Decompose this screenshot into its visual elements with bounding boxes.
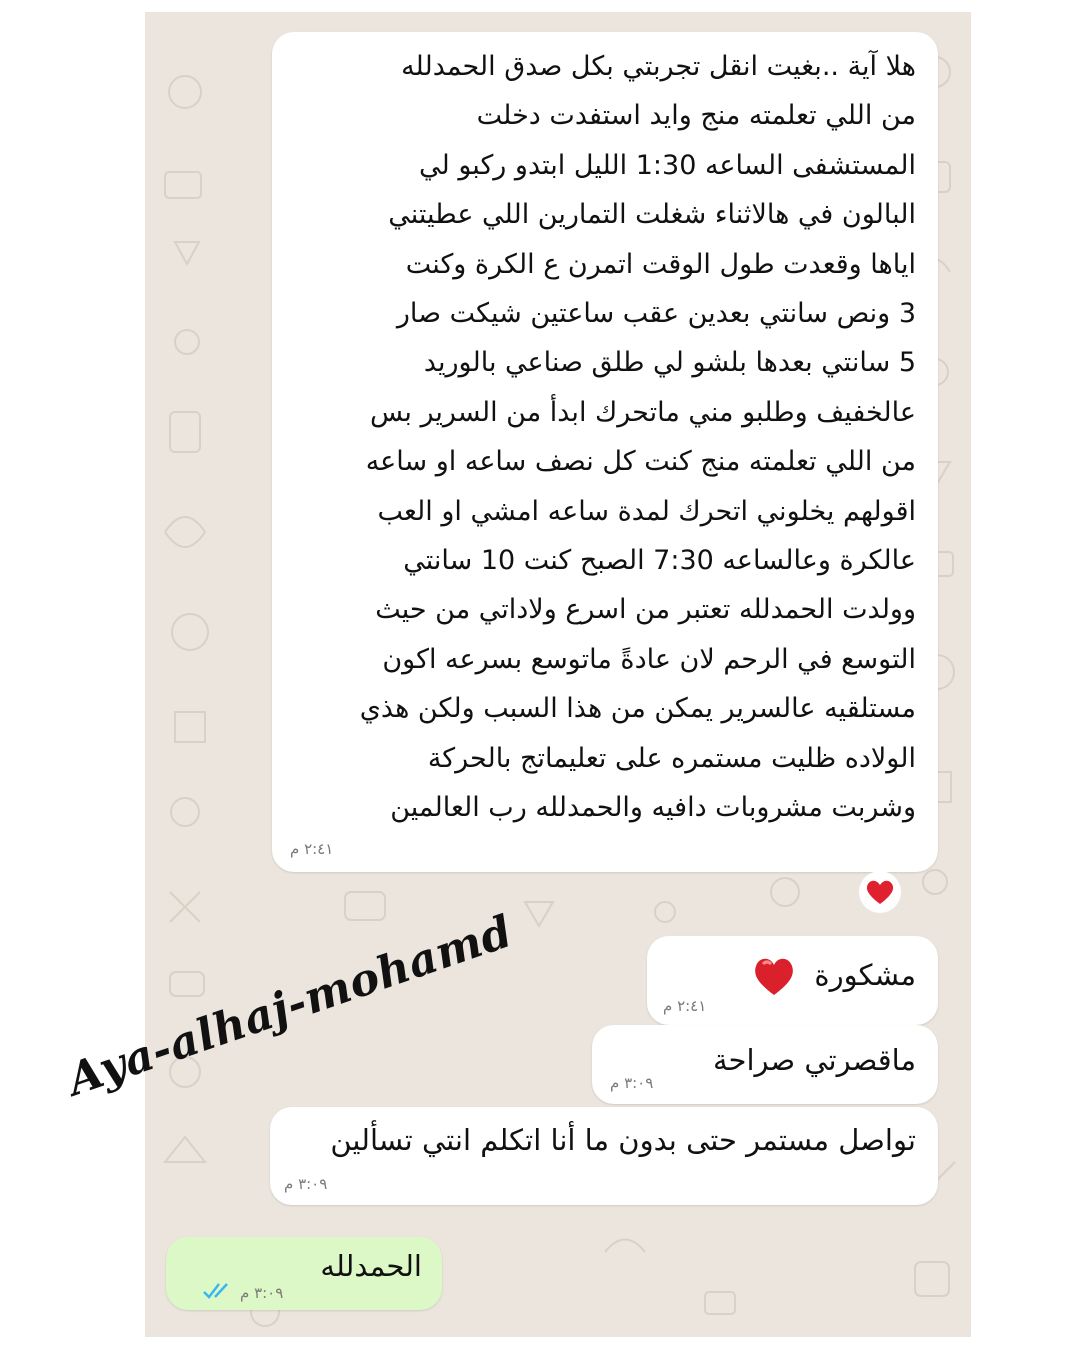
message-timestamp: ٣:٠٩ م xyxy=(240,1284,284,1302)
chat-panel[interactable] xyxy=(145,12,971,1337)
message-bubble-incoming[interactable] xyxy=(270,1107,938,1205)
message-bubble-incoming[interactable] xyxy=(592,1025,938,1104)
message-bubble-incoming[interactable] xyxy=(272,32,938,872)
watermark-text: Aya-alhaj-mohamd xyxy=(61,905,519,1106)
message-bubble-incoming[interactable] xyxy=(647,936,938,1025)
message-bubble-outgoing[interactable] xyxy=(166,1237,442,1310)
message-text: الحمدلله xyxy=(320,1249,422,1283)
message-timestamp: ٣:٠٩ م xyxy=(610,1074,654,1092)
read-receipt-ticks-icon xyxy=(202,1282,236,1300)
message-timestamp: ٣:٠٩ م xyxy=(284,1175,328,1193)
heart-emoji-icon xyxy=(750,952,798,998)
message-text: ماقصرتي صراحة xyxy=(713,1043,916,1077)
heart-reaction-icon[interactable] xyxy=(858,870,902,914)
message-text: هلا آية ..بغيت انقل تجربتي بكل صدق الحمدلله من اللي تعلمته منج وايد استفدت دخلت المستشفى الساعه 1:30 الليل ابتدو ركبو لي البالون في هالاثناء شغلت التمارين اللي عطيتني اياها وقعدت طول الوقت اتمرن ع الكرة وكنت 3 ونص سانتي بعدين عقب ساعتين شيكت صار 5 سانتي بعدها بلشو لي طلق صناعي بالوريد عالخفيف وطلبو مني ماتحرك ابدأ من السرير بس من اللي تعلمته منج كنت كل نصف ساعه او ساعه اقولهم يخلوني اتحرك لمدة ساعه امشي او العب عالكرة وعالساعه 7:30 الصبح كنت 10 سانتي وولدت الحمدلله تعتبر من اسرع ولاداتي من حيث التوسع في الرحم لان عادةً ماتوسع بسرعه اكون مستلقيه عالسرير يمكن من هذا السبب ولكن هذي الولاده ظليت مستمره على تعليماتج بالحركة وشربت مشروبات دافيه والحمدلله رب العالمين xyxy=(359,51,916,824)
message-timestamp: ٢:٤١ م xyxy=(663,997,707,1015)
message-text: تواصل مستمر حتى بدون ما أنا اتكلم انتي تسألين xyxy=(330,1123,916,1157)
message-text: مشكورة xyxy=(814,958,916,992)
message-timestamp: ٢:٤١ م xyxy=(290,840,334,858)
